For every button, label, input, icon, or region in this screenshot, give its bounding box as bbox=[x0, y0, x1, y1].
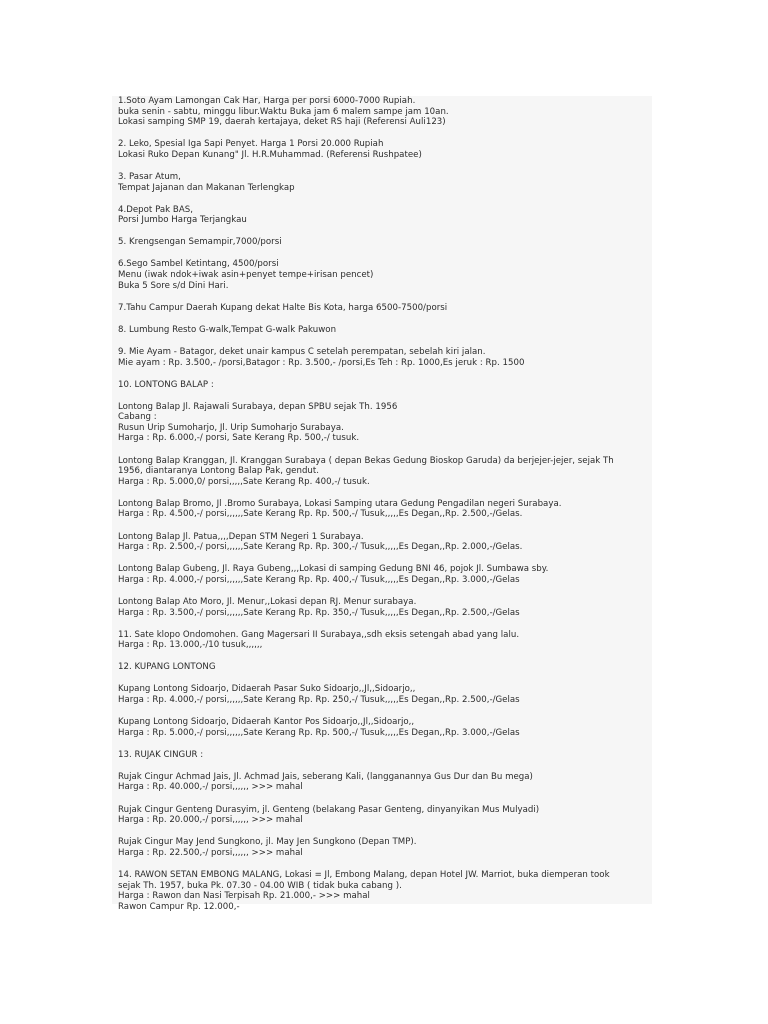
paragraph bbox=[118, 532, 652, 553]
document-page bbox=[112, 96, 652, 912]
paragraph bbox=[118, 750, 652, 761]
paragraph bbox=[118, 380, 652, 391]
text-line: Porsi Jumbo Harga Terjangkau bbox=[118, 215, 247, 226]
text-line: Harga : Rp. 40.000,-/ porsi,,,,,, >>> mahal bbox=[118, 782, 303, 793]
paragraph bbox=[118, 96, 652, 128]
paragraph bbox=[118, 837, 652, 858]
text-line: 11. Sate klopo Ondomohen. Gang Magersari II Surabaya,,sdh eksis setengah abad yang lalu. bbox=[118, 629, 520, 640]
text-line: Harga : Rp. 13.000,-/10 tusuk,,,,,, bbox=[118, 640, 263, 651]
text-line: 1956, diantaranya Lontong Balap Pak, gendut. bbox=[118, 466, 320, 477]
text-line: 6.Sego Sambel Ketintang, 4500/porsi bbox=[118, 259, 279, 270]
paragraph bbox=[118, 259, 652, 291]
text-line: Harga : Rp. 5.000,-/ porsi,,,,,,Sate Kerang Rp. Rp. 500,-/ Tusuk,,,,,Es Degan,,Rp. 3.000,-/Gelas bbox=[118, 727, 520, 738]
text-line: 3. Pasar Atum, bbox=[118, 171, 181, 182]
text-line: Lontong Balap Ato Moro, Jl. Menur,,Lokasi depan RJ. Menur surabaya. bbox=[118, 596, 417, 607]
text-line: Harga : Rp. 4.500,-/ porsi,,,,,,Sate Kerang Rp. Rp. 500,-/ Tusuk,,,,,Es Degan,,Rp. 2.500,-/Gelas. bbox=[118, 509, 523, 520]
text-line: 14. RAWON SETAN EMBONG MALANG, Lokasi = Jl, Embong Malang, depan Hotel JW. Marriot, buka diemperan took bbox=[118, 869, 610, 880]
text-line: Kupang Lontong Sidoarjo, Didaerah Kantor Pos Sidoarjo,,Jl,,Sidoarjo,, bbox=[118, 717, 415, 728]
text-line: Rujak Cingur Achmad Jais, Jl. Achmad Jais, seberang Kali, (langganannya Gus Dur dan Bu mega) bbox=[118, 771, 533, 782]
text-line: Menu (iwak ndok+iwak asin+penyet tempe+irisan pencet) bbox=[118, 270, 374, 281]
text-line: Lokasi samping SMP 19, daerah kertajaya, deket RS haji (Referensi Auli123) bbox=[118, 117, 446, 128]
text-line: 2. Leko, Spesial Iga Sapi Penyet. Harga 1 Porsi 20.000 Rupiah bbox=[118, 139, 384, 150]
paragraph bbox=[118, 402, 652, 444]
paragraph bbox=[118, 630, 652, 651]
text-line: 12. KUPANG LONTONG bbox=[118, 662, 216, 673]
text-line: sejak Th. 1957, buka Pk. 07.30 - 04.00 WIB ( tidak buka cabang ). bbox=[118, 880, 402, 891]
text-line: Buka 5 Sore s/d Dini Hari. bbox=[118, 280, 229, 291]
paragraph bbox=[118, 597, 652, 618]
paragraph bbox=[118, 172, 652, 193]
paragraph bbox=[118, 347, 652, 368]
text-line: 8. Lumbung Resto G-walk,Tempat G-walk Pakuwon bbox=[118, 324, 337, 335]
text-line: Lontong Balap Gubeng, Jl. Raya Gubeng,,,Lokasi di samping Gedung BNI 46, pojok Jl. Sumbawa sby. bbox=[118, 564, 549, 575]
text-line: 4.Depot Pak BAS, bbox=[118, 204, 193, 215]
paragraph bbox=[118, 499, 652, 520]
text-line: Harga : Rp. 4.000,-/ porsi,,,,,,Sate Kerang Rp. Rp. 250,-/ Tusuk,,,,,Es Degan,,Rp. 2.500,-/Gelas bbox=[118, 694, 520, 705]
text-line: Lontong Balap Jl. Rajawali Surabaya, depan SPBU sejak Th. 1956 bbox=[118, 401, 398, 412]
text-line: 9. Mie Ayam - Batagor, deket unair kampus C setelah perempatan, sebelah kiri jalan. bbox=[118, 346, 486, 357]
text-line: Lontong Balap Kranggan, Jl. Kranggan Surabaya ( depan Bekas Gedung Bioskop Garuda) da berjejer-jejer, sejak Th bbox=[118, 455, 614, 466]
text-line: 5. Krengsengan Semampir,7000/porsi bbox=[118, 237, 282, 248]
paragraph bbox=[118, 684, 652, 705]
text-line: Rujak Cingur May Jend Sungkono, jl. May Jen Sungkono (Depan TMP). bbox=[118, 837, 417, 848]
text-line: Rusun Urip Sumoharjo, Jl. Urip Sumoharjo Surabaya. bbox=[118, 422, 344, 433]
text-line: Rujak Cingur Genteng Durasyim, jl. Genteng (belakang Pasar Genteng, dinyanyikan Mus Mulyadi) bbox=[118, 804, 540, 815]
text-line: 10. LONTONG BALAP : bbox=[118, 379, 214, 390]
text-line: Harga : Rp. 6.000,-/ porsi, Sate Kerang Rp. 500,-/ tusuk. bbox=[118, 433, 360, 444]
text-line: 1.Soto Ayam Lamongan Cak Har, Harga per porsi 6000-7000 Rupiah. bbox=[118, 96, 416, 106]
paragraph bbox=[118, 237, 652, 248]
paragraph bbox=[118, 205, 652, 226]
paragraph bbox=[118, 325, 652, 336]
text-line: Mie ayam : Rp. 3.500,- /porsi,Batagor : Rp. 3.500,- /porsi,Es Teh : Rp. 1000,Es jeruk : Rp. 1500 bbox=[118, 357, 525, 368]
text-line: Lokasi Ruko Depan Kunang" Jl. H.R.Muhammad. (Referensi Rushpatee) bbox=[118, 149, 422, 160]
text-line: Tempat Jajanan dan Makanan Terlengkap bbox=[118, 182, 295, 193]
text-line: Lontong Balap Jl. Patua,,,,Depan STM Negeri 1 Surabaya. bbox=[118, 531, 364, 542]
text-line: Harga : Rp. 20.000,-/ porsi,,,,,, >>> mahal bbox=[118, 815, 303, 826]
paragraph bbox=[118, 564, 652, 585]
text-line: Harga : Rp. 5.000,0/ porsi,,,,,Sate Kerang Rp. 400,-/ tusuk. bbox=[118, 476, 370, 487]
document-content bbox=[112, 96, 652, 912]
paragraph bbox=[118, 717, 652, 738]
text-line: 7.Tahu Campur Daerah Kupang dekat Halte Bis Kota, harga 6500-7500/porsi bbox=[118, 302, 448, 313]
paragraph bbox=[118, 139, 652, 160]
text-line: 13. RUJAK CINGUR : bbox=[118, 749, 204, 760]
text-line: buka senin - sabtu, minggu libur.Waktu Buka jam 6 malem sampe jam 10an. bbox=[118, 106, 449, 117]
text-line: Cabang : bbox=[118, 412, 157, 423]
paragraph bbox=[118, 662, 652, 673]
paragraph bbox=[118, 870, 652, 912]
paragraph bbox=[118, 805, 652, 826]
paragraph bbox=[118, 303, 652, 314]
paragraph bbox=[118, 772, 652, 793]
text-line: Rawon Campur Rp. 12.000,- bbox=[118, 901, 240, 912]
text-line: Harga : Rp. 2.500,-/ porsi,,,,,,Sate Kerang Rp. Rp. 300,-/ Tusuk,,,,,Es Degan,,Rp. 2.000,-/Gelas. bbox=[118, 542, 523, 553]
text-line: Harga : Rp. 4.000,-/ porsi,,,,,,Sate Kerang Rp. Rp. 400,-/ Tusuk,,,,,Es Degan,,Rp. 3.000,-/Gelas bbox=[118, 574, 520, 585]
text-line: Kupang Lontong Sidoarjo, Didaerah Pasar Suko Sidoarjo,,Jl,,Sidoarjo,, bbox=[118, 684, 416, 695]
paragraph bbox=[118, 456, 652, 488]
text-line: Harga : Rp. 3.500,-/ porsi,,,,,,Sate Kerang Rp. Rp. 350,-/ Tusuk,,,,,Es Degan,,Rp. 2.500,-/Gelas bbox=[118, 607, 520, 618]
text-line: Harga : Rp. 22.500,-/ porsi,,,,,, >>> mahal bbox=[118, 847, 303, 858]
text-line: Lontong Balap Bromo, Jl .Bromo Surabaya, Lokasi Samping utara Gedung Pengadilan negeri Surabaya. bbox=[118, 498, 562, 509]
text-line: Harga : Rawon dan Nasi Terpisah Rp. 21.000,- >>> mahal bbox=[118, 891, 370, 902]
